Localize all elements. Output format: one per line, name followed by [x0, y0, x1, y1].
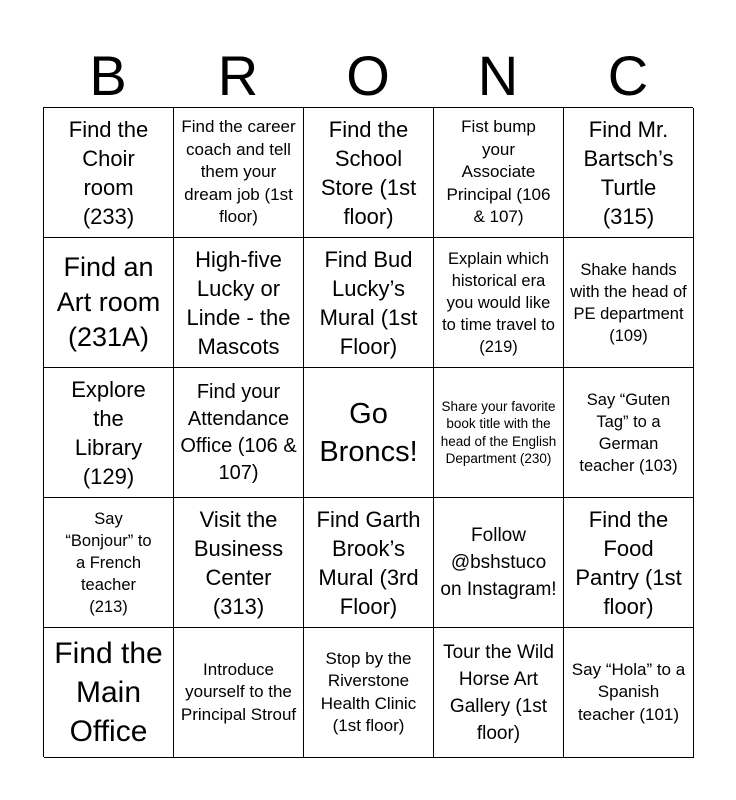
bingo-cell-17[interactable]	[174, 498, 304, 628]
cell-text: Find the Food Pantry (1st floor)	[575, 506, 682, 619]
header-letter-c: C	[607, 44, 649, 107]
cell-text: Find an Art room (231A)	[56, 252, 161, 352]
cell-text: Share your favorite book title with the head of the English Department (230)	[440, 398, 557, 466]
bingo-cell-4[interactable]	[434, 108, 564, 238]
bingo-cell-2[interactable]	[174, 108, 304, 238]
bingo-cell-23[interactable]	[304, 628, 434, 758]
bingo-cell-24[interactable]	[434, 628, 564, 758]
cell-text: Say “Hola” to a Spanish teacher (101)	[571, 659, 686, 724]
bingo-cell-14[interactable]	[434, 368, 564, 498]
bingo-cell-21[interactable]	[44, 628, 174, 758]
cell-text: Find the Choir room (233)	[68, 116, 149, 229]
bingo-cell-5[interactable]	[564, 108, 694, 238]
cell-text: Shake hands with the head of PE department (109)	[570, 260, 687, 345]
cell-text: Find the career coach and tell them your dream job (1st floor)	[181, 117, 296, 227]
header-letter-b: B	[89, 44, 127, 107]
cell-text: Explore the Library (129)	[71, 376, 146, 489]
cell-text: Find the Main Office	[54, 637, 163, 748]
bingo-cell-9[interactable]	[434, 238, 564, 368]
bingo-cell-15[interactable]	[564, 368, 694, 498]
cell-text: High-five Lucky or Linde - the Mascots	[186, 246, 291, 359]
bingo-cell-10[interactable]	[564, 238, 694, 368]
bingo-cell-16[interactable]	[44, 498, 174, 628]
bingo-cell-22[interactable]	[174, 628, 304, 758]
cell-text: Explain which historical era you would like to time travel to (219)	[442, 249, 555, 356]
cell-text: Stop by the Riverstone Health Clinic (1st floor)	[320, 648, 417, 735]
bingo-cell-8[interactable]	[304, 238, 434, 368]
bingo-cell-3[interactable]	[304, 108, 434, 238]
cell-text: Tour the Wild Horse Art Gallery (1st floor)	[443, 641, 554, 744]
cell-text: Say “Guten Tag” to a German teacher (103)	[579, 390, 678, 475]
bingo-cell-6[interactable]	[44, 238, 174, 368]
bingo-cell-19[interactable]	[434, 498, 564, 628]
bingo-header	[43, 44, 693, 108]
bingo-cell-1[interactable]	[44, 108, 174, 238]
cell-text: Follow @bshstuco on Instagram!	[440, 525, 557, 600]
bingo-cell-18[interactable]	[304, 498, 434, 628]
cell-text: Find Mr. Bartsch’s Turtle (315)	[583, 116, 674, 229]
cell-text: Find the School Store (1st floor)	[320, 116, 417, 229]
cell-text: Find your Attendance Office (106 & 107)	[180, 380, 297, 484]
cell-text: Go Broncs!	[319, 397, 418, 468]
bingo-grid	[43, 107, 693, 757]
cell-text: Introduce yourself to the Principal Strouf	[180, 659, 297, 724]
bingo-cell-25[interactable]	[564, 628, 694, 758]
cell-text: Find Bud Lucky’s Mural (1st Floor)	[319, 246, 418, 359]
cell-text: Say “Bonjour” to a French teacher (213)	[65, 509, 152, 616]
header-letter-n: N	[477, 44, 519, 107]
bingo-cell-free[interactable]	[304, 368, 434, 498]
cell-text: Visit the Business Center (313)	[193, 506, 284, 619]
header-letter-o: O	[346, 44, 390, 107]
cell-text: Fist bump your Associate Principal (106 & 107)	[446, 117, 551, 227]
header-letter-r: R	[217, 44, 259, 107]
bingo-cell-11[interactable]	[44, 368, 174, 498]
bingo-cell-12[interactable]	[174, 368, 304, 498]
bingo-cell-20[interactable]	[564, 498, 694, 628]
bingo-cell-7[interactable]	[174, 238, 304, 368]
cell-text: Find Garth Brook’s Mural (3rd Floor)	[316, 506, 421, 619]
